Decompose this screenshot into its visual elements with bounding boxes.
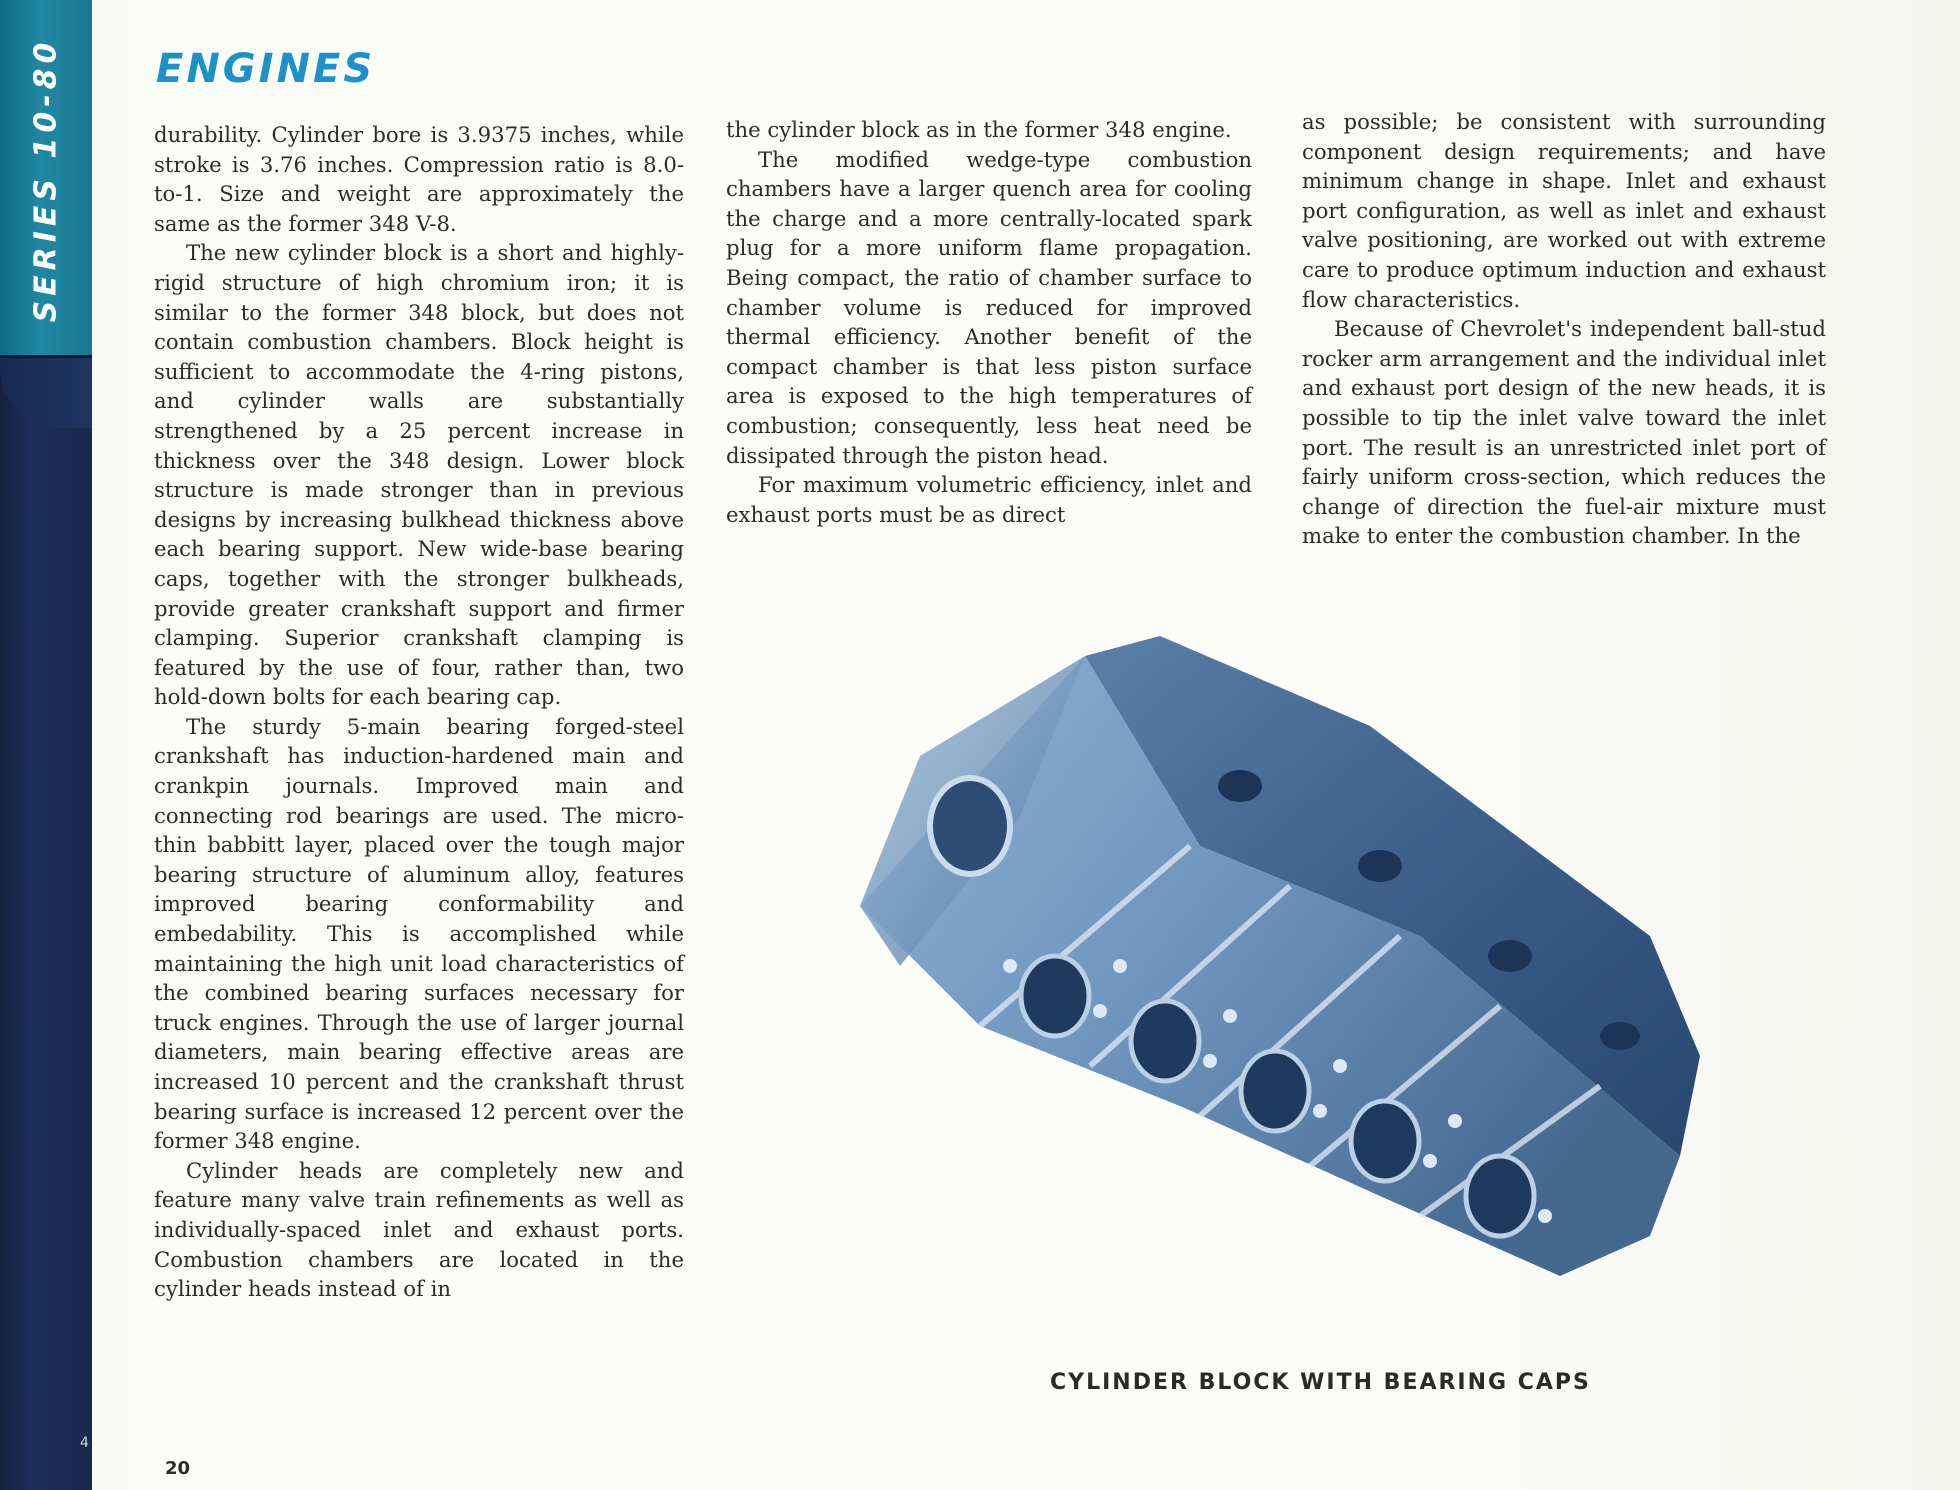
paragraph: Cylinder heads are completely new and feature many valve train refinements as well as individually-spaced inlet and exhaust ports. Combustion chambers are located in the cylinder heads instead of in — [154, 1157, 684, 1302]
paragraph: The sturdy 5-main bearing forged-steel crankshaft has induction-hardened main and crankpin journals. Improved main and connecting rod bearings are used. The micro-thin babbitt layer, placed over the tough major bearing structure of aluminum alloy, features improved bearing conformability and embedability. This is accomplished while maintaining the high unit load characteristics of the combined bearing surfaces necessary for truck engines. Through the use of larger journal diameters, main bearing effective areas are increased 10 percent and the crankshaft thrust bearing surface is increased 12 percent over the former 348 engine. — [154, 713, 684, 1154]
page-number: 20 — [165, 1458, 191, 1479]
paragraph: as possible; be consistent with surrounding component design requirements; and have minimum change in shape. Inlet and exhaust port configuration, as well as inlet and exhaust valve positioning, are worked out with extreme care to produce optimum induction and exhaust flow characteristics. — [1302, 109, 1826, 312]
paragraph: The new cylinder block is a short and highly-rigid structure of high chromium iron; it is similar to the former 348 block, but does not contain combustion chambers. Block height is sufficient to accommodate the 4-ring pistons, and cylinder walls are substantially strengthened by a 25 percent increase in thickness over the 348 design. Lower block structure is made stronger than in previous designs by increasing bulkhead thickness above each bearing support. New wide-base bearing caps, together with the stronger bulkheads, provide greater crankshaft support and firmer clamping. Superior crankshaft clamping is featured by the use of four, rather than, two hold-down bolts for each bearing cap. — [154, 240, 684, 710]
page-title: ENGINES — [156, 46, 376, 92]
series-label: SERIES 10-80 — [28, 37, 64, 323]
figure-caption: CYLINDER BLOCK WITH BEARING CAPS — [1050, 1370, 1591, 1395]
end-bore — [930, 778, 1010, 874]
paragraph: the cylinder block as in the former 348 engine. — [726, 117, 1232, 142]
paragraph: For maximum volumetric efficiency, inlet and exhaust ports must be as direct — [726, 472, 1252, 527]
paragraph: durability. Cylinder bore is 3.9375 inches, while stroke is 3.76 inches. Compression ratio is 8.0-to-1. Size and weight are approximately the same as the former 348 V-8. — [154, 122, 684, 236]
text-column-3 — [1302, 107, 1826, 551]
sidebar-notch — [0, 355, 92, 428]
cylinder-block-photo — [860, 636, 1716, 1326]
text-column-1 — [154, 120, 684, 1304]
text-column-2 — [726, 115, 1252, 529]
edge-mark: 4 — [80, 1435, 89, 1451]
paragraph: Because of Chevrolet's independent ball-stud rocker arm arrangement and the individual inlet and exhaust port design of the new heads, it is possible to tip the inlet valve toward the inlet port. The result is an unrestricted inlet port of fairly uniform cross-section, which reduces the change of direction the fuel-air mixture must make to enter the combustion chamber. In the — [1302, 316, 1826, 549]
sidebar-tab — [0, 0, 92, 1490]
paragraph: The modified wedge-type combustion chambers have a larger quench area for cooling the charge and a more centrally-located spark plug for a more uniform flame propagation. Being compact, the ratio of chamber surface to chamber volume is reduced for improved thermal efficiency. Another benefit of the compact chamber is that less piston surface area is exposed to the high temperatures of combustion; consequently, less heat need be dissipated through the piston head. — [726, 146, 1252, 468]
